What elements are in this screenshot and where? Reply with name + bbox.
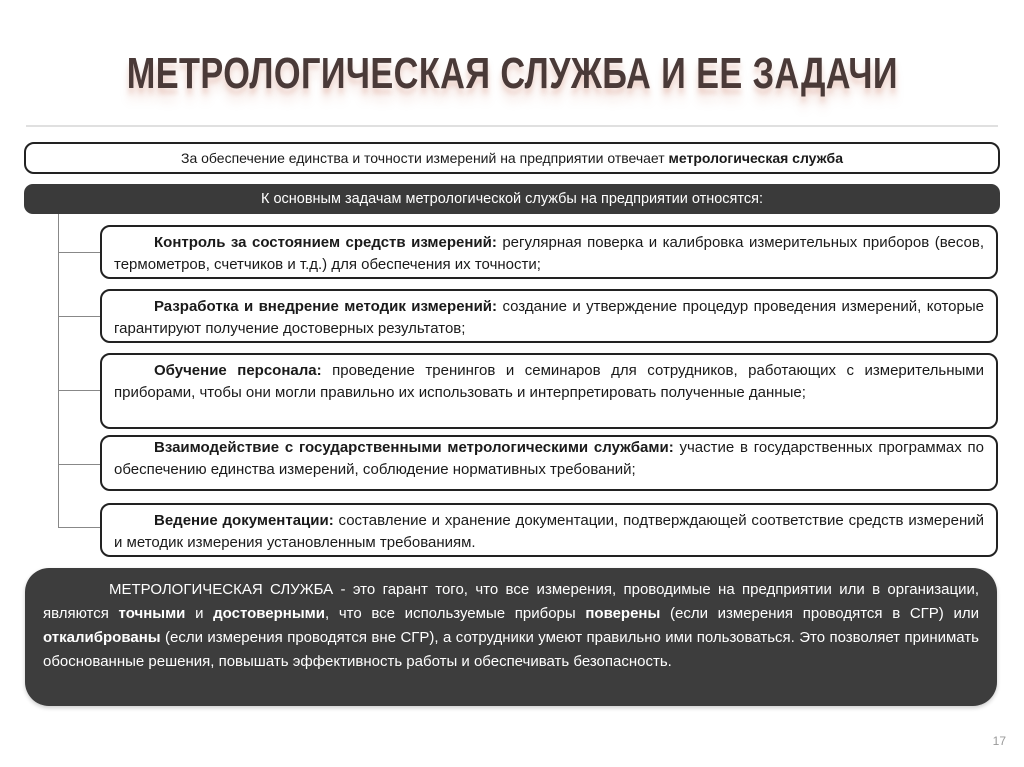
- summary-text: , что все используемые приборы: [324, 605, 586, 622]
- tree-connector-5: [58, 527, 100, 528]
- intro-bold: метрологическая служба: [668, 150, 843, 166]
- tasks-header: К основным задачам метрологической службы на предприятии относятся:: [24, 184, 1000, 214]
- tree-connector-vertical: [58, 214, 59, 527]
- tree-connector-4: [58, 464, 100, 465]
- intro-text: За обеспечение единства и точности измерений на предприятии отвечает: [181, 150, 669, 166]
- summary-text: (если измерения проводятся вне СГР), а сотрудники умеют правильно ими пользоваться. Это позволяет принимать обоснованные решения, повышать эффективность работы и обеспечивать безопасность.: [43, 629, 979, 670]
- task-text: составление и хранение документации, подтверждающей соответствие средств измерений и методик измерения установленным требованиям.: [114, 512, 985, 551]
- task-item-2: [100, 289, 998, 343]
- task-heading: Взаимодействие с государственными метрологическими службами:: [154, 439, 674, 456]
- task-text: создание и утверждение процедур проведения измерений, которые гарантируют получение достоверных результатов;: [114, 298, 984, 337]
- summary-bold: достоверными: [213, 605, 325, 622]
- intro-box: [24, 142, 1000, 174]
- tree-connector-1: [58, 252, 100, 253]
- task-text: участие в государственных программах по обеспечению единства измерений, соблюдение нормативных требований;: [114, 439, 985, 478]
- task-heading: Ведение документации:: [154, 512, 334, 529]
- task-heading: Разработка и внедрение методик измерений:: [154, 298, 498, 315]
- summary-text: - это гарант того, что все измерения, проводимые на предприятии или в организации, являются: [43, 581, 979, 622]
- summary-text: (если измерения проводятся в СГР) или: [660, 605, 979, 622]
- task-heading: Обучение персонала:: [154, 362, 322, 379]
- task-heading: Контроль за состоянием средств измерений:: [154, 234, 497, 251]
- task-item-3: [100, 353, 998, 429]
- title-divider: [26, 125, 998, 127]
- slide-title-area: [0, 40, 1024, 118]
- task-text: регулярная поверка и калибровка измерительных приборов (весов, термометров, счетчиков и т.д.) для обеспечения их точности;: [114, 234, 984, 273]
- task-item-4: [100, 435, 998, 491]
- summary-bold: откалиброваны: [43, 629, 161, 646]
- summary-bold: точными: [118, 605, 186, 622]
- tree-connector-3: [58, 390, 100, 391]
- task-item-5: [100, 503, 998, 557]
- slide-title: МЕТРОЛОГИЧЕСКАЯ СЛУЖБА И ЕЕ ЗАДАЧИ: [126, 49, 898, 98]
- summary-term: МЕТРОЛОГИЧЕСКАЯ СЛУЖБА: [109, 581, 334, 598]
- summary-bold: поверены: [585, 605, 661, 622]
- task-text: проведение тренингов и семинаров для сотрудников, работающих с измерительными приборами, чтобы они могли правильно их использовать и интерпретировать полученные данные;: [114, 362, 985, 401]
- tree-connector-2: [58, 316, 100, 317]
- summary-text: и: [185, 605, 214, 622]
- task-item-1: [100, 225, 998, 279]
- page-number: 17: [992, 734, 1006, 748]
- summary-box: [25, 568, 997, 706]
